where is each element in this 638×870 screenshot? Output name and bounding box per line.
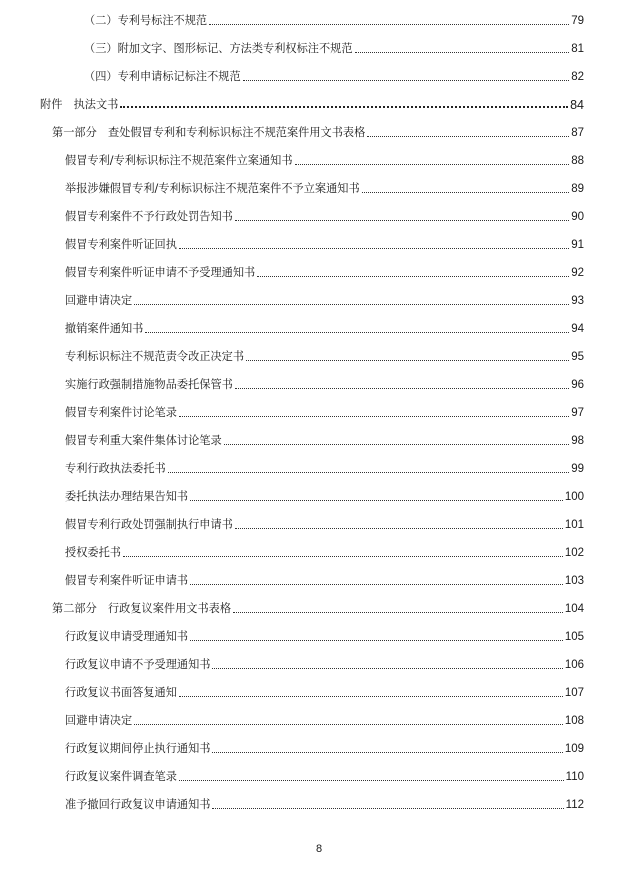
toc-entry-page: 107: [564, 687, 584, 699]
toc-entry-page: 108: [564, 715, 584, 727]
dot-leader: [233, 612, 563, 613]
dot-leader: [209, 24, 569, 25]
toc-entry[interactable]: [65, 178, 584, 196]
dot-leader: [295, 164, 570, 165]
toc-entry-title: 行政复议申请受理通知书: [65, 630, 189, 643]
toc-entry[interactable]: [65, 346, 584, 364]
dot-leader: [246, 360, 569, 361]
dot-leader: [123, 556, 563, 557]
dot-leader: [212, 808, 563, 809]
dot-leader: [179, 696, 563, 697]
toc-entry-title: 实施行政强制措施物品委托保管书: [65, 378, 233, 391]
toc-entry[interactable]: [65, 570, 584, 588]
toc-entry-page: 89: [571, 183, 584, 195]
toc-entry-title: 撤销案件通知书: [65, 322, 144, 335]
toc-entry-page: 100: [564, 491, 584, 503]
toc-entry-page: 106: [564, 659, 584, 671]
dot-leader: [235, 220, 569, 221]
toc-entry-page: 112: [565, 799, 584, 811]
dot-leader: [134, 304, 569, 305]
toc-entry-title: 行政复议申请不予受理通知书: [65, 658, 211, 671]
toc-entry-title: 假冒专利/专利标识标注不规范案件立案通知书: [65, 154, 293, 167]
toc-entry-page: 96: [571, 379, 584, 391]
toc-entry-title: 假冒专利案件听证申请不予受理通知书: [65, 266, 256, 279]
dot-leader: [243, 80, 570, 81]
toc-entry-title: 假冒专利案件不予行政处罚告知书: [65, 210, 233, 223]
toc-entry-page: 94: [571, 323, 584, 335]
dot-leader: [367, 136, 569, 137]
dot-leader: [362, 192, 570, 193]
toc-entry[interactable]: [65, 682, 584, 700]
toc-entry-page: 98: [571, 435, 584, 447]
toc-entry-page: 99: [571, 463, 584, 475]
toc-entry-page: 84: [570, 98, 584, 112]
toc-entry[interactable]: [65, 234, 584, 252]
toc-entry-title: 第二部分 行政复议案件用文书表格: [52, 602, 232, 615]
toc-entry-title: 准予撤回行政复议申请通知书: [65, 798, 211, 811]
toc-entry[interactable]: [65, 766, 584, 784]
toc-entry-title: 假冒专利案件听证申请书: [65, 574, 189, 587]
toc-entry[interactable]: [65, 626, 584, 644]
dot-leader: [355, 52, 570, 53]
toc-entry[interactable]: [65, 794, 584, 812]
toc-entry-title: （三）附加文字、图形标记、方法类专利权标注不规范: [84, 42, 353, 55]
toc-entry[interactable]: [65, 374, 584, 392]
toc-entry[interactable]: [65, 486, 584, 504]
toc-entry-title: 假冒专利行政处罚强制执行申请书: [65, 518, 233, 531]
toc-entry-title: 授权委托书: [65, 546, 121, 559]
toc-entry[interactable]: [65, 206, 584, 224]
toc-entry-part[interactable]: [52, 122, 584, 140]
toc-entry-page: 104: [564, 603, 584, 615]
toc-entry[interactable]: [65, 710, 584, 728]
toc-entry[interactable]: [65, 542, 584, 560]
toc-entry-page: 91: [571, 239, 584, 251]
toc-entry-title: 假冒专利案件听证回执: [65, 238, 177, 251]
toc-entry[interactable]: [65, 402, 584, 420]
toc-entry-page: 92: [571, 267, 584, 279]
toc-entry-page: 103: [564, 575, 584, 587]
toc-entry-page: 97: [571, 407, 584, 419]
toc-entry-page: 82: [571, 71, 584, 83]
toc-entry-page: 95: [571, 351, 584, 363]
dot-leader: [179, 780, 564, 781]
toc-entry-title: 回避申请决定: [65, 714, 133, 727]
toc-entry-title: 举报涉嫌假冒专利/专利标识标注不规范案件不予立案通知书: [65, 182, 360, 195]
dot-leader: [235, 528, 563, 529]
toc-entry-page: 110: [565, 771, 584, 783]
toc-entry-page: 102: [564, 547, 584, 559]
toc-entry-title: 专利标识标注不规范责令改正决定书: [65, 350, 245, 363]
dot-leader: [212, 668, 562, 669]
toc-entry-title: 行政复议书面答复通知: [65, 686, 177, 699]
toc-entry-title: 假冒专利案件讨论笔录: [65, 406, 177, 419]
dot-leader: [190, 640, 563, 641]
toc-entry-title: （二）专利号标注不规范: [84, 14, 208, 27]
toc-entry[interactable]: [65, 458, 584, 476]
toc-entry[interactable]: [65, 430, 584, 448]
toc-entry-title: 附件 执法文书: [40, 98, 119, 111]
dot-leader: [224, 444, 570, 445]
dot-leader: [134, 724, 563, 725]
toc-entry-title: 行政复议期间停止执行通知书: [65, 742, 211, 755]
toc-entry-title: 回避申请决定: [65, 294, 133, 307]
toc-entry[interactable]: [65, 150, 584, 168]
toc-entry[interactable]: [65, 262, 584, 280]
toc-entry-title: 行政复议案件调查笔录: [65, 770, 177, 783]
toc-entry-page: 105: [564, 631, 584, 643]
toc-entry-title: 专利行政执法委托书: [65, 462, 166, 475]
toc-entry-part[interactable]: [52, 598, 584, 616]
dot-leader: [179, 416, 569, 417]
toc-entry-appendix[interactable]: [40, 94, 584, 112]
dot-leader: [257, 276, 569, 277]
toc-entry[interactable]: [84, 10, 584, 28]
dot-leader: [179, 248, 569, 249]
dot-leader: [120, 106, 568, 108]
toc-entry-page: 79: [571, 15, 584, 27]
toc-entry[interactable]: [84, 38, 584, 56]
toc-entry[interactable]: [65, 738, 584, 756]
toc-entry-page: 87: [571, 127, 584, 139]
toc-entry-title: 委托执法办理结果告知书: [65, 490, 189, 503]
toc-entry[interactable]: [65, 654, 584, 672]
toc-entry-page: 109: [564, 743, 584, 755]
toc-entry[interactable]: [65, 318, 584, 336]
toc-entry-page: 88: [571, 155, 584, 167]
toc-entry-page: 81: [571, 43, 584, 55]
toc-entry[interactable]: [65, 290, 584, 308]
toc-entry-title: 假冒专利重大案件集体讨论笔录: [65, 434, 222, 447]
dot-leader: [190, 500, 563, 501]
dot-leader: [235, 388, 569, 389]
toc-entry-page: 90: [571, 211, 584, 223]
page-number: 8: [315, 843, 323, 855]
dot-leader: [145, 332, 569, 333]
dot-leader: [190, 584, 563, 585]
toc-entry-title: （四）专利申请标记标注不规范: [84, 70, 241, 83]
toc-entry[interactable]: [65, 514, 584, 532]
dot-leader: [168, 472, 570, 473]
toc-entry-page: 93: [571, 295, 584, 307]
toc-entry-title: 第一部分 查处假冒专利和专利标识标注不规范案件用文书表格: [52, 126, 366, 139]
toc-entry[interactable]: [84, 66, 584, 84]
toc-entry-page: 101: [564, 519, 584, 531]
dot-leader: [212, 752, 562, 753]
